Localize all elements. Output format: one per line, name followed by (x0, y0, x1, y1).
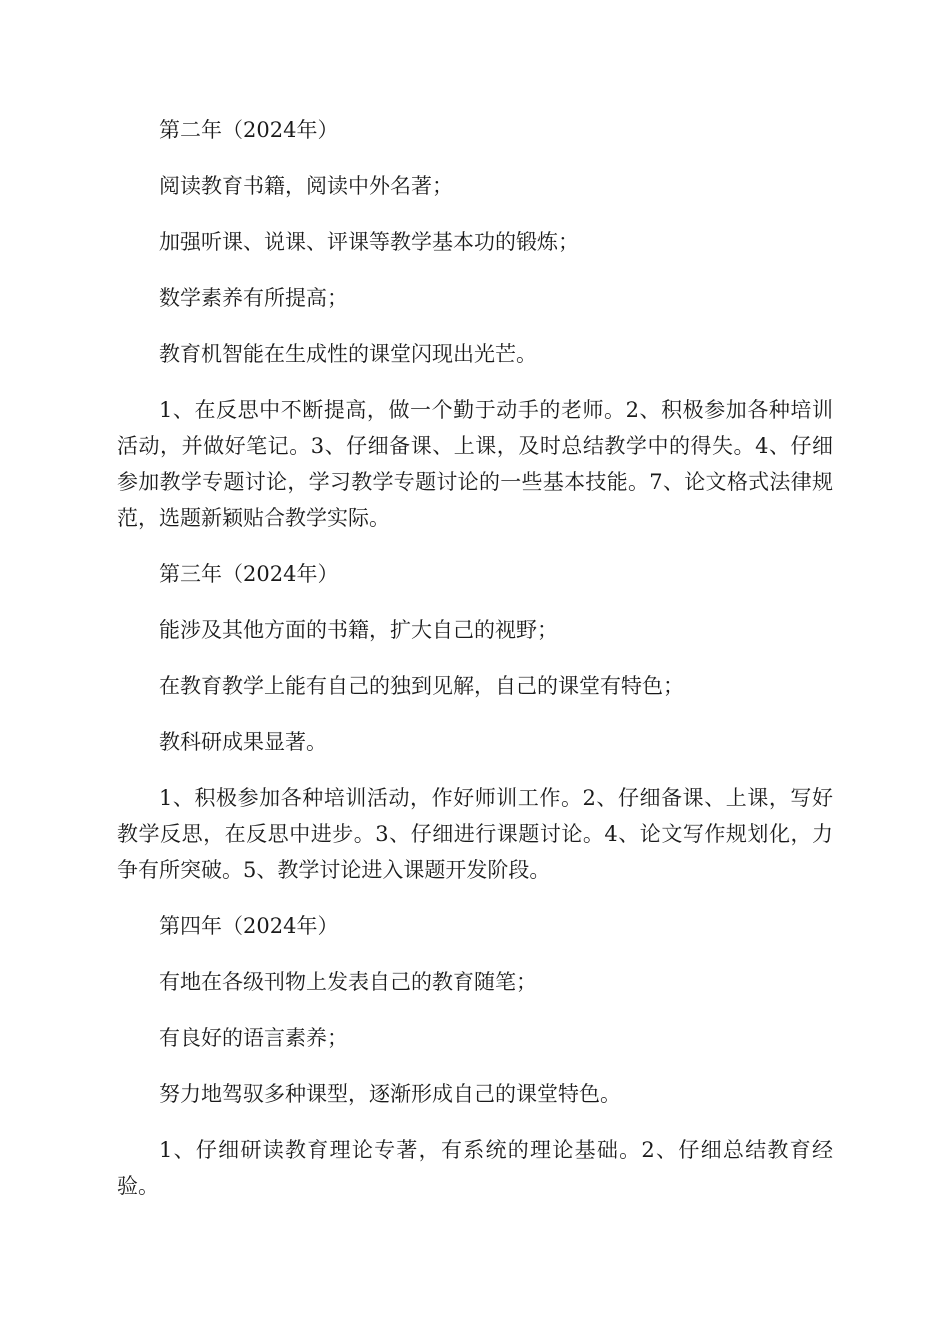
goal-own-insights: 在教育教学上能有自己的独到见解，自己的课堂有特色； (159, 674, 684, 698)
measures-year-3: 1、积极参加各种培训活动，作好师训工作。2、仔细备课、上课，写好教学反思，在反思中进步。3、仔细进行课题讨论。4、论文写作规划化，力争有所突破。5、教学讨论进入课题开发阶段。 (117, 786, 833, 882)
goal-teaching-skills: 加强听课、说课、评课等教学基本功的锻炼； (159, 230, 579, 254)
goal-classroom-wisdom: 教育机智能在生成性的课堂闪现出光芒。 (159, 342, 537, 366)
goal-research-results: 教科研成果显著。 (159, 730, 327, 754)
year-heading-4: 第四年（2024年） (159, 914, 339, 938)
year-heading-2: 第二年（2024年） (159, 118, 339, 142)
goal-lesson-types: 努力地驾驭多种课型，逐渐形成自己的课堂特色。 (159, 1082, 621, 1106)
goal-broaden-reading: 能涉及其他方面的书籍，扩大自己的视野； (159, 618, 558, 642)
year-heading-3: 第三年（2024年） (159, 562, 339, 586)
goal-publish-essays: 有地在各级刊物上发表自己的教育随笔； (159, 970, 537, 994)
measures-year-2: 1、在反思中不断提高，做一个勤于动手的老师。2、积极参加各种培训活动，并做好笔记。3、仔细备课、上课，及时总结教学中的得失。4、仔细参加教学专题讨论，学习教学专题讨论的一些基本技能。7、论文格式法律规范，选题新颖贴合教学实际。 (117, 398, 833, 530)
document-body (117, 112, 833, 1224)
measures-year-4: 1、仔细研读教育理论专著，有系统的理论基础。2、仔细总结教育经验。 (117, 1138, 833, 1198)
goal-math-literacy: 数学素养有所提高； (159, 286, 348, 310)
goal-language-literacy: 有良好的语言素养； (159, 1026, 348, 1050)
goal-reading: 阅读教育书籍，阅读中外名著； (159, 174, 453, 198)
